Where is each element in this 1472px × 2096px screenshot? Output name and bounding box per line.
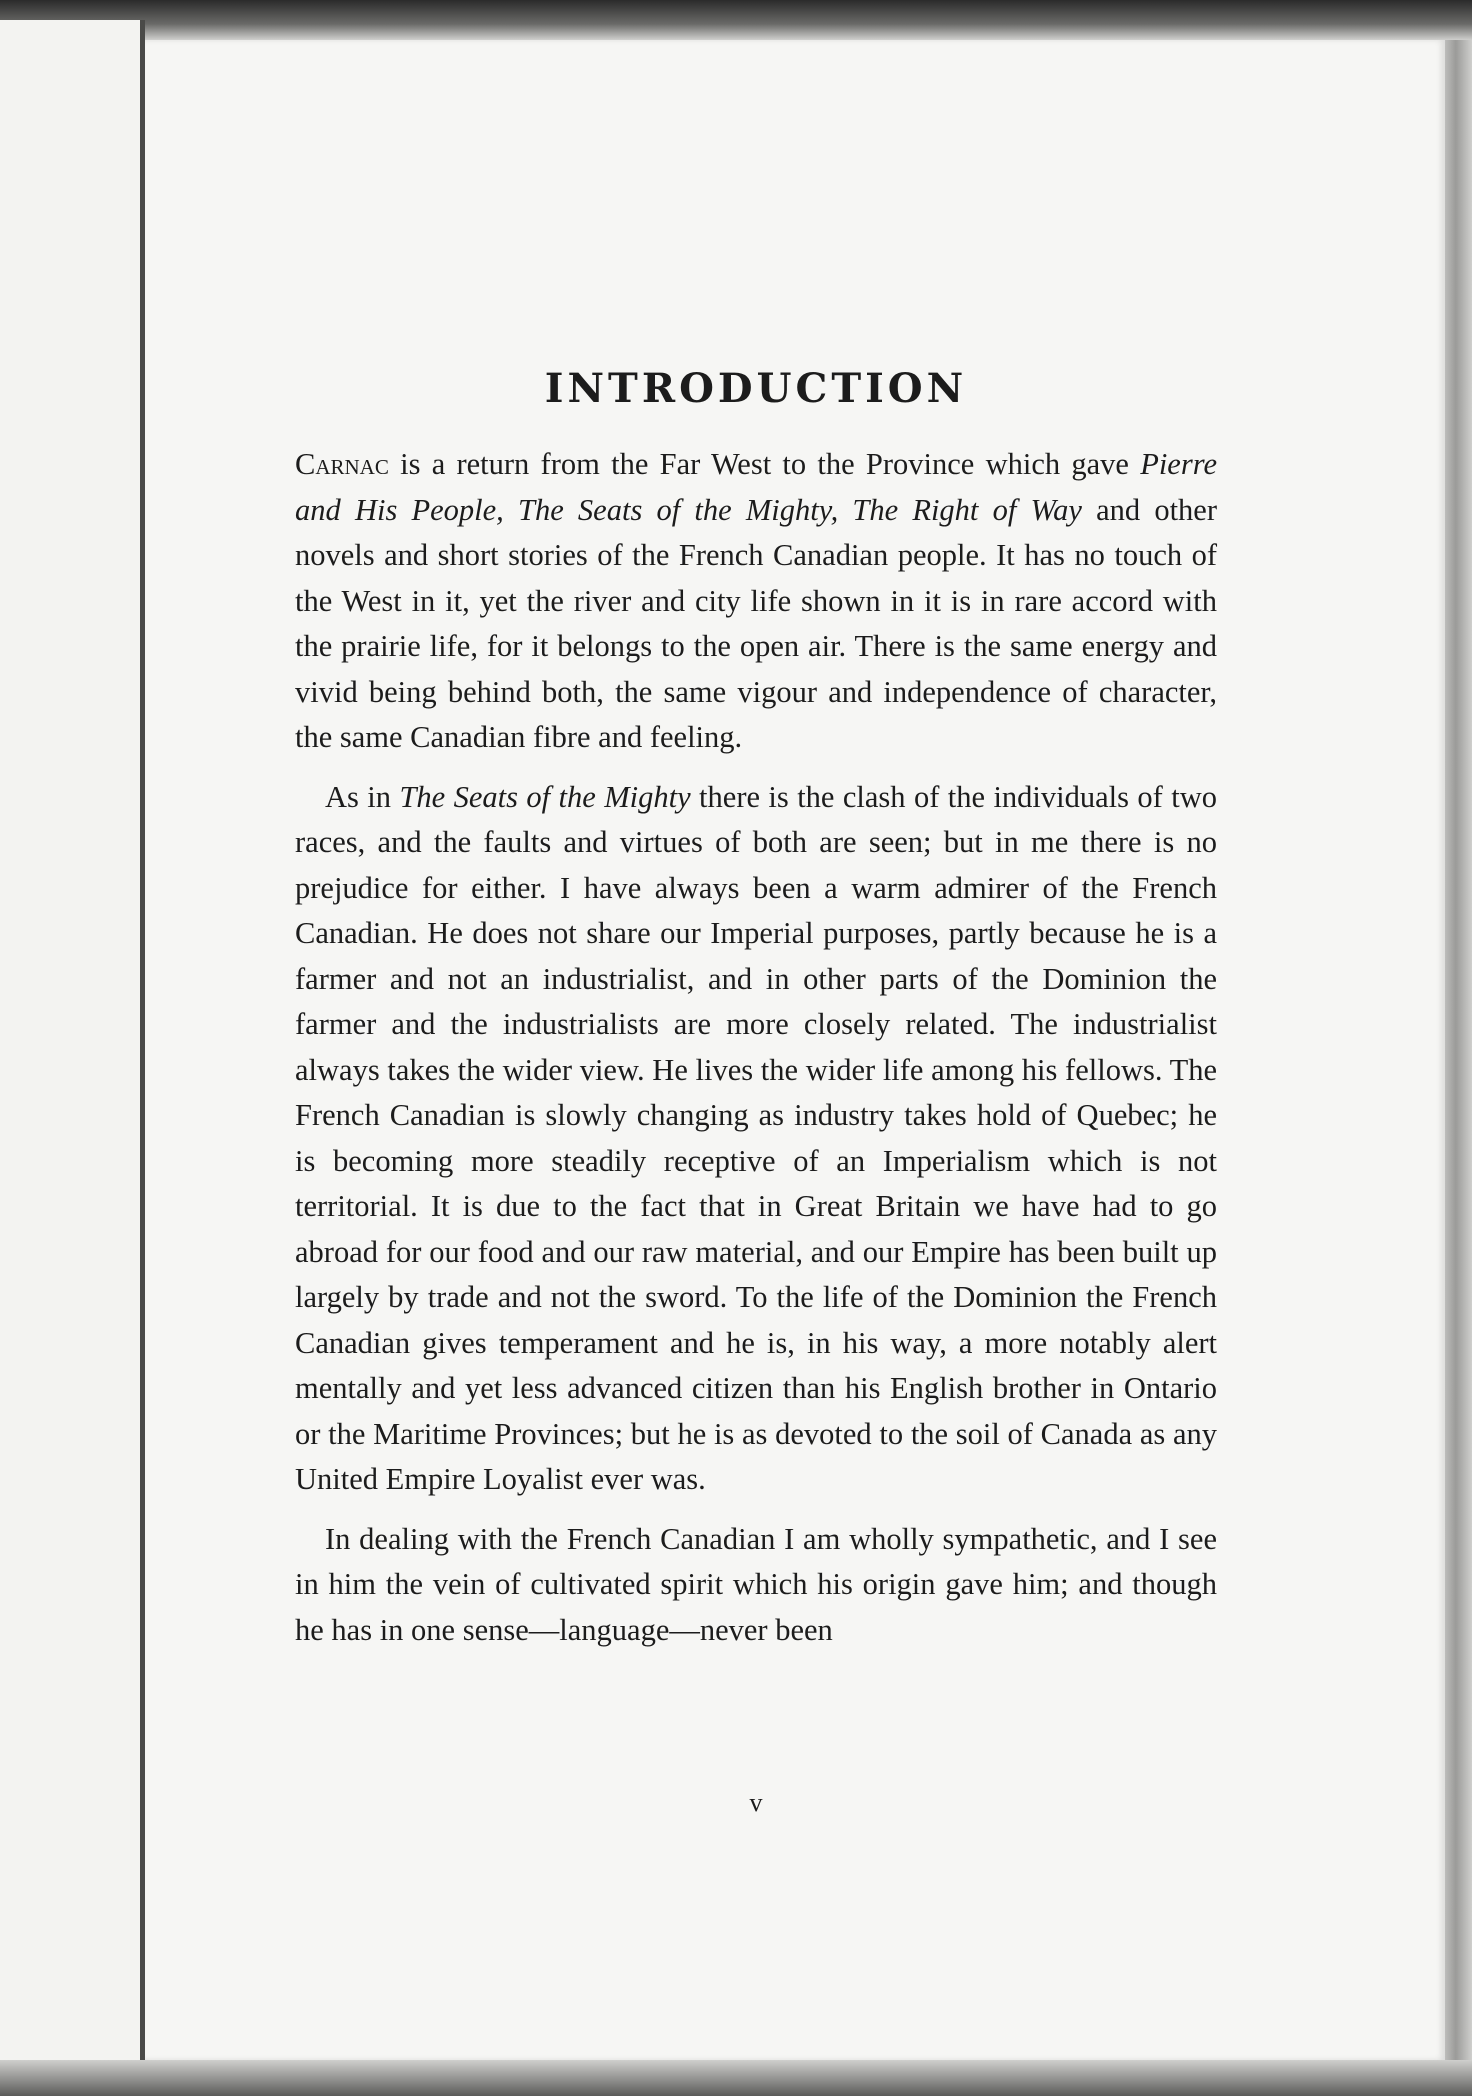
paragraph-3 (295, 1517, 1217, 1654)
page-number: v (749, 1788, 763, 1817)
paragraph-2-run-1: As in (325, 779, 400, 814)
text-block (295, 365, 1217, 1667)
page-title: INTRODUCTION (544, 365, 968, 412)
page-fore-edge (1445, 40, 1472, 2096)
facing-page-edge (0, 20, 145, 2096)
paragraph-1-run-4: and other novels and short stories of the French Canadian people. It has no touch of the West in it, yet the river and city life shown in it is in rare accord with the prairie life, for it belongs to the open air. There is the same energy and vivid being behind both, the same vigour and independence of character, the same Canadian fibre and feeling. (295, 492, 1217, 754)
paragraph-3-run-1: In dealing with the French Canadian I am wholly sympathetic, and I see in him the vein of cultivated spirit which his origin gave him; and though he has in one sense—language—never been (295, 1521, 1217, 1647)
paragraph-2-italic-title: The Seats of the Mighty (399, 779, 691, 814)
paragraph-1-run-2: is a return from the Far West to the Province which gave (388, 447, 1141, 481)
book-top-edge (0, 0, 1472, 40)
paragraph-1-italic-titles: Pierre and His People, The Seats of the Mighty, The Right of Way (295, 447, 1217, 527)
paragraph-2-run-3: there is the clash of the individuals of two races, and the faults and virtues of both are seen; but in me there is no prejudice for either. I have always been a warm admirer of the French Canadian. He does not share our Imperial purposes, partly because he is a farmer and not an industrialist, and in other parts of the Dominion the farmer and the industrialists are more closely related. The industrialist always takes the wider view. He lives the wider life among his fellows. The French Canadian is slowly changing as industry takes hold of Quebec; he is becoming more steadily receptive of an Imperialism which is not territorial. It is due to the fact that in Great Britain we have had to go abroad for our food and our raw material, and our Empire has been built up largely by trade and not the sword. To the life of the Dominion the French Canadian gives temperament and he is, in his way, a more notably alert mentally and yet less advanced citizen than his English brother in Ontario or the Maritime Provinces; but he is as devoted to the soil of Canada as any United Empire Loyalist ever was. (295, 779, 1217, 1496)
book-bottom-edge (0, 2060, 1472, 2096)
paragraph-2 (295, 775, 1217, 1503)
paragraph-1 (295, 442, 1217, 761)
paragraph-1-run-1: Carnac (295, 447, 389, 481)
